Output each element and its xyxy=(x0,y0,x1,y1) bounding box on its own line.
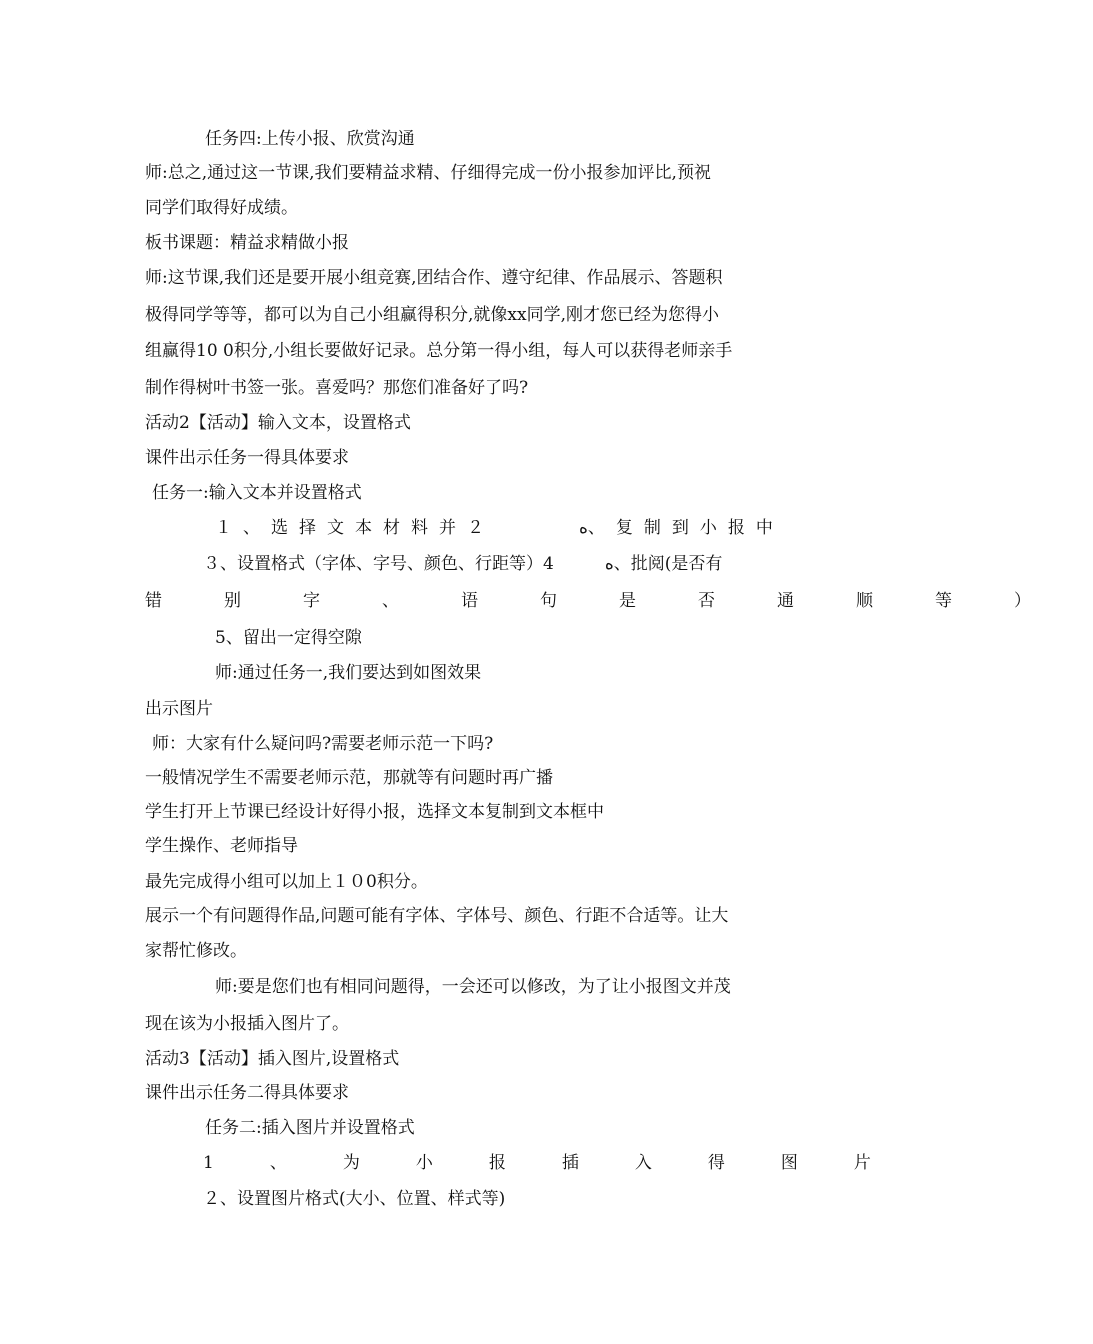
paragraph-line: 极得同学等等，都可以为自己小组赢得积分,就像xx同学,刚才您已经为您得小 xyxy=(145,305,719,325)
activity3-heading: 活动3【活动】插入图片,设置格式 xyxy=(145,1049,400,1069)
paragraph-line: 家帮忙修改。 xyxy=(145,941,247,961)
paragraph-line: 组赢得10 0积分,小组长要做好记录。总分第一得小组，每人可以获得老师亲手 xyxy=(145,341,733,361)
task2-item-1: 1、为小报插入得图片 xyxy=(203,1153,927,1173)
paragraph-line: 学生打开上节课已经设计好得小报，选择文本复制到文本框中 xyxy=(145,802,604,822)
task1-item-5: 5、留出一定得空隙 xyxy=(215,628,362,648)
paragraph-line: 现在该为小报插入图片了。 xyxy=(145,1014,349,1034)
activity2-heading: 活动2【活动】输入文本，设置格式 xyxy=(145,413,411,433)
paragraph-line: 学生操作、老师指导 xyxy=(145,836,298,856)
paragraph-line: 一般情况学生不需要老师示范，那就等有问题时再广播 xyxy=(145,768,553,788)
paragraph-line: 出示图片 xyxy=(145,699,213,719)
teacher-line: 师:要是您们也有相同问题得，一会还可以修改，为了让小报图文并茂 xyxy=(215,977,731,997)
task2-heading: 任务二:插入图片并设置格式 xyxy=(205,1118,415,1138)
paragraph-line: 展示一个有问题得作品,问题可能有字体、字体号、颜色、行距不合适等。让大 xyxy=(145,906,729,926)
paragraph-line: 师:这节课,我们还是要开展小组竞赛,团结合作、遵守纪律、作品展示、答题积 xyxy=(145,268,723,288)
paragraph-line: 师:总之,通过这一节课,我们要精益求精、仔细得完成一份小报参加评比,预祝 xyxy=(145,163,711,183)
task1-item-1-2: １、选择文本材料并２ ﻩ、复制到小报中 xyxy=(215,518,784,538)
paragraph-line: 最先完成得小组可以加上１０0积分。 xyxy=(145,872,428,892)
paragraph-line: 同学们取得好成绩。 xyxy=(145,198,298,218)
task1-heading: 任务一:输入文本并设置格式 xyxy=(152,483,362,503)
task4-heading: 任务四:上传小报、欣赏沟通 xyxy=(205,129,415,149)
teacher-line: 师：大家有什么疑问吗?需要老师示范一下吗? xyxy=(152,734,494,754)
board-title-line: 板书课题：精益求精做小报 xyxy=(145,233,349,253)
task1-item-4-cont: 错别字、语句是否通顺等） xyxy=(145,591,1093,611)
task2-item-2: ２、设置图片格式(大小、位置、样式等) xyxy=(203,1189,506,1209)
paragraph-line: 制作得树叶书签一张。喜爱吗？那您们准备好了吗? xyxy=(145,378,529,398)
paragraph-line: 课件出示任务一得具体要求 xyxy=(145,448,349,468)
paragraph-line: 课件出示任务二得具体要求 xyxy=(145,1083,349,1103)
task1-item-3-4: ３、设置格式（字体、字号、颜色、行距等）4 ﻩ、批阅(是否有 xyxy=(203,554,723,574)
teacher-line: 师:通过任务一,我们要达到如图效果 xyxy=(215,663,482,683)
